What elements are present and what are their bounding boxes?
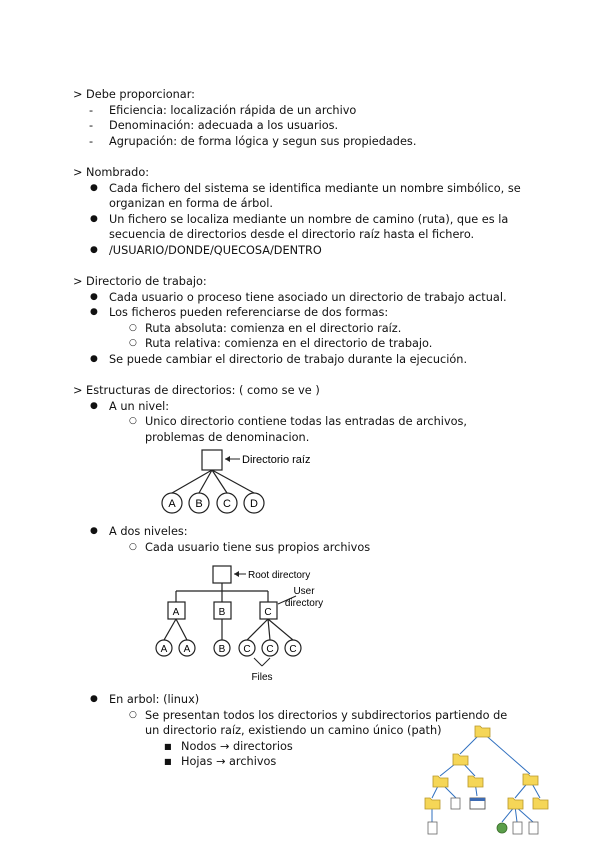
workdir-item: ● Cada usuario o proceso tiene asociado un directorio de trabajo actual. <box>90 290 507 304</box>
root-directory-box <box>202 450 222 470</box>
naming-heading: > Nombrado: <box>73 166 150 179</box>
files-label: Files <box>251 672 273 683</box>
one-level-desc: ○ Unico directorio contiene todas las entradas de archivos, problemas de denominacion. <box>129 415 468 444</box>
tree-subitem: ■ Nodos → directorios <box>164 739 293 753</box>
provide-item: - Agrupación: de forma lógica y segun sus propiedades. <box>89 134 417 148</box>
root-directory-label: Directorio raíz <box>242 454 311 466</box>
provide-item: - Denominación: adecuada a los usuarios. <box>89 119 339 132</box>
file-node: A <box>183 644 191 655</box>
workdir-subitem: ○ Ruta relativa: comienza en el directorio de trabajo. <box>129 337 433 350</box>
file-node: D <box>250 498 258 510</box>
file-node: C <box>266 644 274 655</box>
naming-item: ● Un fichero se localiza mediante un nombre de camino (ruta), que es la secuencia de directorios desde el directorio raíz hasta el fichero. <box>90 212 509 241</box>
folder-tree-diagram <box>420 718 555 846</box>
two-level-desc: ○ Cada usuario tiene sus propios archivos <box>129 540 371 554</box>
single-level-diagram <box>150 445 370 520</box>
one-level-item: ● A un nivel: <box>90 399 170 413</box>
provide-heading: > Debe proporcionar: <box>73 88 195 101</box>
section-naming <box>73 165 553 258</box>
workdir-item: ● Se puede cambiar el directorio de trabajo durante la ejecución. <box>90 352 468 366</box>
section-workdir <box>73 274 553 367</box>
file-node: C <box>243 644 251 655</box>
workdir-heading: > Directorio de trabajo: <box>73 275 207 288</box>
root-directory-label: Root directory <box>248 570 311 581</box>
provide-item: - Eficiencia: localización rápida de un archivo <box>89 103 357 117</box>
naming-item: ● /USUARIO/DONDE/QUECOSA/DENTRO <box>90 243 322 257</box>
file-node: A <box>168 498 176 510</box>
section-structures <box>73 383 553 445</box>
naming-item: ● Cada fichero del sistema se identifica mediante un nombre simbólico, se organizan en forma de árbol. <box>90 181 521 210</box>
file-node: C <box>289 644 297 655</box>
file-node: B <box>218 644 226 655</box>
two-level-diagram <box>150 560 360 685</box>
two-level-item: ● A dos niveles: <box>90 525 188 538</box>
file-node: A <box>160 644 168 655</box>
workdir-subitem: ○ Ruta absoluta: comienza en el directorio raíz. <box>129 321 402 335</box>
user-directory-label-1: User <box>293 586 315 597</box>
section-provide <box>73 87 553 149</box>
tree-item: ● En arbol: (linux) <box>90 693 200 706</box>
tree-subitem: ■ Hojas → archivos <box>164 755 277 768</box>
user-dir-node: A <box>172 607 180 618</box>
structures-heading: > Estructuras de directorios: ( como se ve ) <box>73 384 320 397</box>
file-node: B <box>195 498 203 510</box>
section-two-level <box>73 524 553 555</box>
user-dir-node: B <box>218 607 226 618</box>
user-dir-node: C <box>264 607 272 618</box>
file-node: C <box>223 498 231 510</box>
tree-desc: ○ Se presentan todos los directorios y subdirectorios partiendo de un directorio raíz, existiendo un camino único (path) <box>129 708 508 737</box>
workdir-item: ● Los ficheros pueden referenciarse de dos formas: <box>90 306 389 319</box>
root-directory-box <box>213 566 231 583</box>
user-directory-label-2: directory <box>284 598 324 609</box>
